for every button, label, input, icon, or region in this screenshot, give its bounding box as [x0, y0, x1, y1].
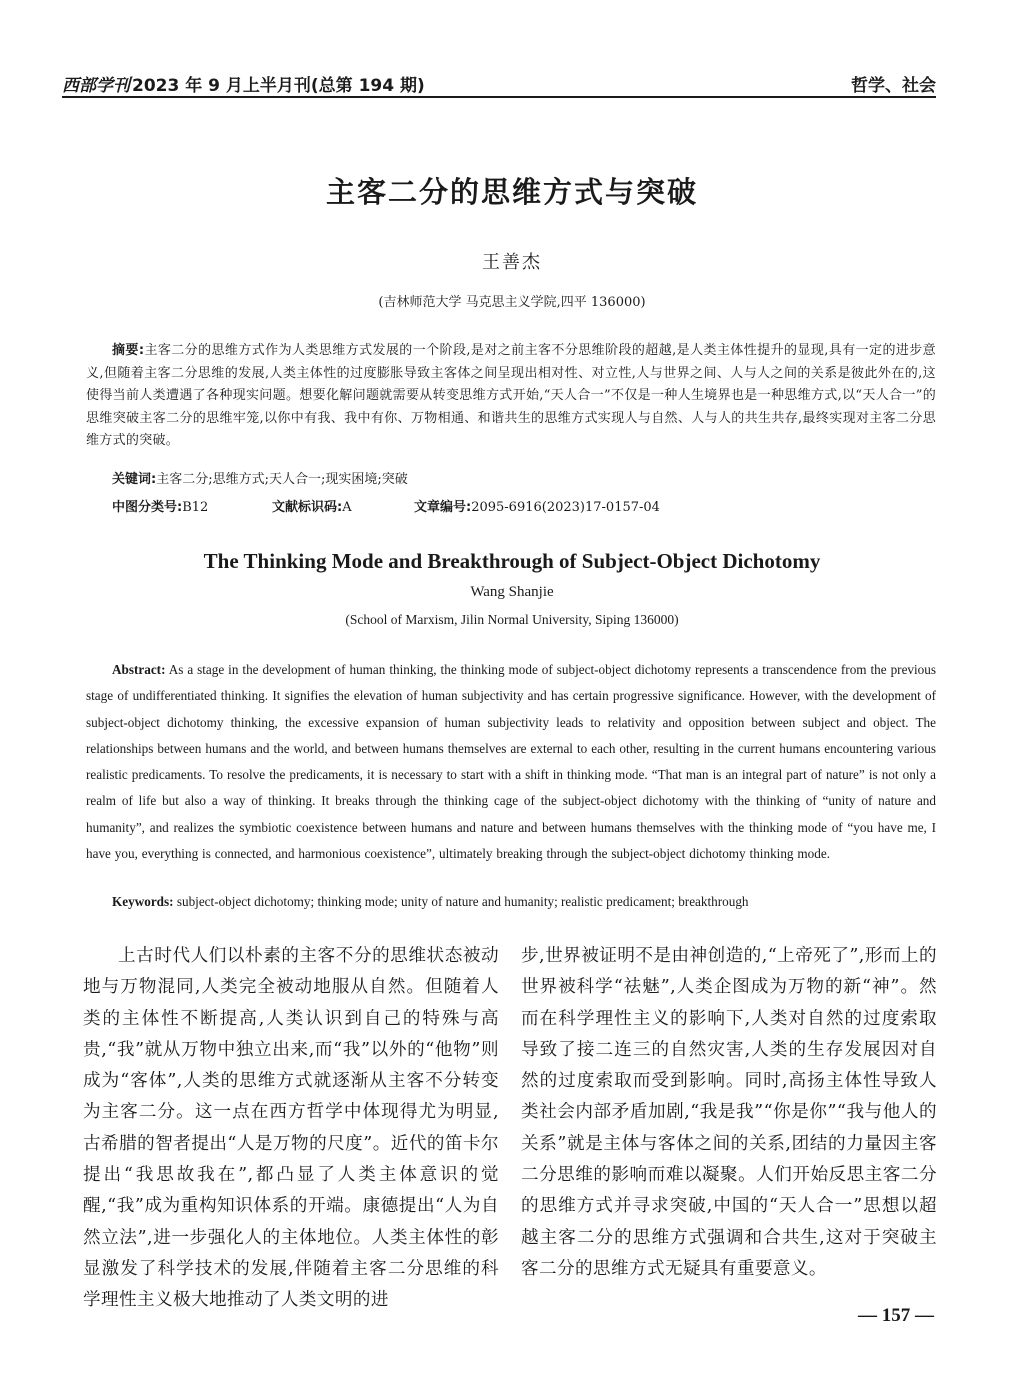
article-no-value: 2095-6916(2023)17-0157-04: [471, 500, 660, 515]
clc-label: 中图分类号:: [112, 500, 183, 515]
keywords-zh: [112, 468, 936, 487]
clc-value: B12: [182, 500, 209, 515]
article-title: 主客二分的思维方式与突破: [325, 175, 698, 209]
author-name-en: Wang Shanjie: [470, 584, 554, 600]
keywords-en: [112, 894, 936, 910]
journal-issue-line: [62, 71, 425, 96]
document-code: [272, 496, 352, 515]
abstract-label-zh: 摘要:: [112, 343, 145, 358]
doc-code-value: A: [342, 500, 352, 515]
article-number: [414, 496, 660, 515]
article-no-label: 文章编号:: [414, 500, 472, 515]
page-number: — 157 —: [858, 1305, 934, 1326]
author-name: 王善杰: [482, 252, 542, 273]
author-affiliation: (吉林师范大学 马克思主义学院,四平 136000): [378, 295, 646, 310]
abstract-label-en: Abstract:: [112, 662, 166, 677]
doc-code-label: 文献标识码:: [272, 500, 343, 515]
section-label: 哲学、社会: [851, 76, 936, 96]
keywords-text-en: subject-object dichotomy; thinking mode; unity of nature and humanity; realistic predicament; breakthrough: [176, 894, 749, 909]
body-column-left: 上古时代人们以朴素的主客不分的思维状态被动地与万物混同,人类完全被动地服从自然。但随着人类的主体性不断提高,人类认识到自己的特殊与高贵,“我”就从万物中独立出来,而“我”以外的“他物”则成为“客体”,人类的思维方式就逐渐从主客不分转变为主客二分。这一点在西方哲学中体现得尤为明显,古希腊的智者提出“人是万物的尺度”。近代的笛卡尔提出“我思故我在”,都凸显了人类主体意识的觉醒,“我”成为重构知识体系的开端。康德提出“人为自然立法”,进一步强化人的主体地位。人类主体性的彰显激发了科学技术的发展,伴随着主客二分思维的科学理性主义极大地推动了人类文明的进: [83, 946, 499, 1311]
clc-code: [112, 496, 208, 515]
abstract-text-zh: 主客二分的思维方式作为人类思维方式发展的一个阶段,是对之前主客不分思维阶段的超越,是人类主体性提升的显现,具有一定的进步意义,但随着主客二分思维的发展,人类主体性的过度膨胀导致主客体之间呈现出相对性、对立性,人与世界之间、人与人之间的关系是彼此外在的,这使得当前人类遭遇了各种现实问题。想要化解问题就需要从转变思维方式开始,“天人合一”不仅是一种人生境界也是一种思维方式,以“天人合一”的思维突破主客二分的思维牢笼,以你中有我、我中有你、万物相通、和谐共生的思维方式实现人与自然、人与人的共生共存,最终实现对主客二分思维方式的突破。: [86, 343, 936, 449]
body-column-right: 步,世界被证明不是由神创造的,“上帝死了”,形而上的世界被科学“祛魅”,人类企图成为万物的新“神”。然而在科学理性主义的影响下,人类对自然的过度索取导致了接二连三的自然灾害,人类的生存发展因对自然的过度索取而受到影响。同时,高扬主体性导致人类社会内部矛盾加剧,“我是我”“你是你”“我与他人的关系”就是主体与客体之间的关系,团结的力量因主客二分思维的影响而难以凝聚。人们开始反思主客二分的思维方式并寻求突破,中国的“天人合一”思想以超越主客二分的思维方式强调和合共生,这对于突破主客二分的思维方式无疑具有重要意义。: [521, 946, 937, 1279]
abstract-en: [86, 657, 936, 867]
journal-logo: 西部学刊: [62, 76, 130, 96]
abstract-zh: [86, 340, 936, 453]
keywords-label-en: Keywords:: [112, 894, 174, 909]
keywords-label-zh: 关键词:: [112, 472, 157, 487]
abstract-text-en: As a stage in the development of human thinking, the thinking mode of subject-object dichotomy represents a transcendence from the previous stage of undifferentiated thinking. It signifies the elevation of human subjectivity and has certain progressive significance. However, with the development of subject-object dichotomy thinking, the excessive expansion of human subjectivity leads to relativity and opposition between subject and object. The relationships between humans and the world, and between humans themselves are external to each other, resulting in the current humans encountering various realistic predicaments. To resolve the predicaments, it is necessary to start with a shift in thinking mode. “That man is an integral part of nature” is not only a realm of life but also a way of thinking. It breaks through the thinking cage of the subject-object dichotomy with the thinking of “unity of nature and humanity”, and realizes the symbiotic coexistence between humans and nature and between humans themselves with the thinking mode of “you have me, I have you, everything is connected, and harmonious coexistence”, ultimately breaking through the subject-object dichotomy thinking mode.: [86, 662, 936, 862]
author-affiliation-en: (School of Marxism, Jilin Normal University, Siping 136000): [345, 612, 679, 627]
issue-info: 2023 年 9 月上半月刊(总第 194 期): [132, 76, 425, 96]
article-title-en: The Thinking Mode and Breakthrough of Subject-Object Dichotomy: [203, 549, 821, 573]
keywords-text-zh: 主客二分;思维方式;天人合一;现实困境;突破: [156, 472, 408, 487]
running-header: [62, 70, 936, 98]
